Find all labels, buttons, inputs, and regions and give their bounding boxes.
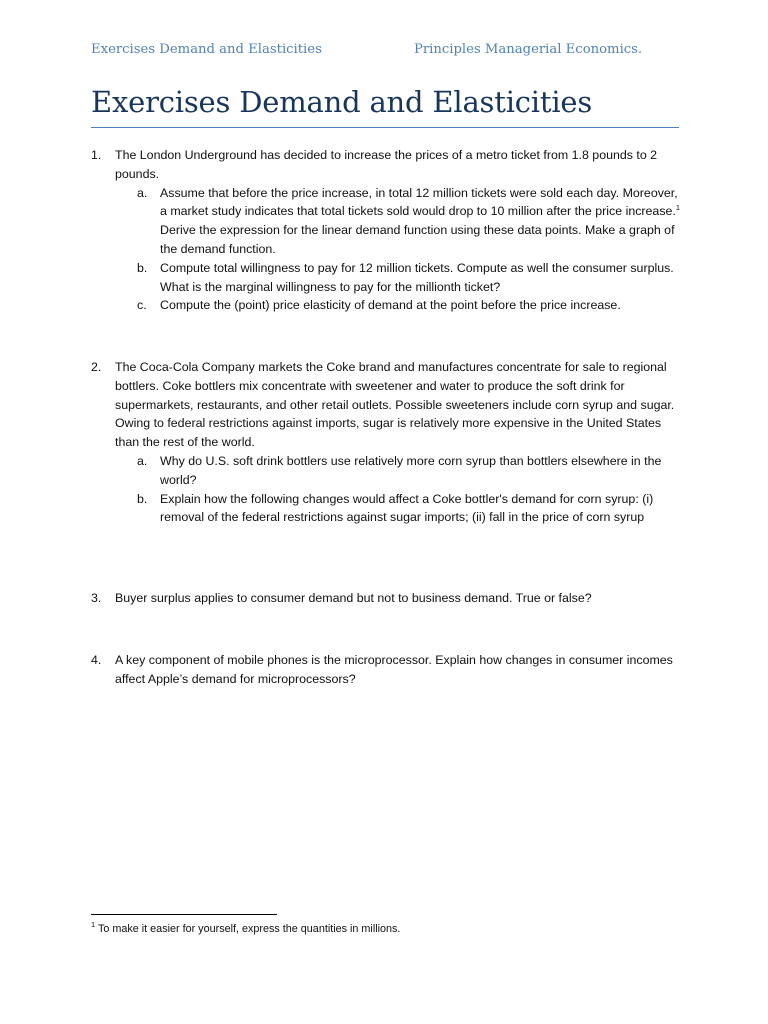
subquestion-letter: a. xyxy=(137,185,148,200)
subquestion-text: Compute total willingness to pay for 12 million tickets. Compute as well the consumer surplus. What is the marginal willingness to pay for the millionth ticket? xyxy=(160,260,674,294)
subquestion-text: Explain how the following changes would affect a Coke bottler's demand for corn syrup: (i) removal of the federal restrictions against sugar imports; (ii) fall in the price of corn syrup xyxy=(160,491,654,525)
subquestion-letter: a. xyxy=(137,453,148,468)
question-number: 2. xyxy=(91,360,102,374)
question-number: 4. xyxy=(91,653,102,667)
question-3 xyxy=(91,589,683,608)
subquestion-text-part: Derive the expression for the linear demand function using these data points. Make a graph of the demand function. xyxy=(160,223,675,256)
subquestion-1c xyxy=(137,296,683,315)
subquestion-1b xyxy=(137,259,683,297)
question-4 xyxy=(91,651,683,689)
subquestion-letter: b. xyxy=(137,491,148,506)
page-title: Exercises Demand and Elasticities xyxy=(91,85,593,119)
running-header xyxy=(91,42,678,62)
question-number: 3. xyxy=(91,591,102,605)
subquestion-2b xyxy=(137,490,683,528)
header-right: Principles Managerial Economics. xyxy=(414,42,643,57)
footnote xyxy=(91,921,400,937)
title-underline xyxy=(91,127,679,128)
question-1 xyxy=(91,146,683,315)
subquestion-text xyxy=(160,184,683,259)
question-text: A key component of mobile phones is the microprocessor. Explain how changes in consumer incomes affect Apple’s demand for microprocessors? xyxy=(115,653,673,686)
question-text: The London Underground has decided to increase the prices of a metro ticket from 1.8 pounds to 2 pounds. xyxy=(115,148,658,181)
subquestion-text: Why do U.S. soft drink bottlers use relatively more corn syrup than bottlers elsewhere in the world? xyxy=(160,453,662,487)
header-left: Exercises Demand and Elasticities xyxy=(91,42,322,57)
footnote-separator xyxy=(91,914,277,915)
footnote-mark: 1 xyxy=(91,920,96,929)
question-text: The Coca-Cola Company markets the Coke brand and manufactures concentrate for sale to regional bottlers. Coke bottlers mix concentrate with sweetener and water to produce the soft drink for supermarkets, restaurants, and other retail outlets. Possible sweeteners include corn syrup and sugar. Owing to federal restrictions against imports, sugar is relatively more expensive in the United States than the rest of the world. xyxy=(115,360,675,450)
subquestion-1a xyxy=(137,184,683,259)
question-text: Buyer surplus applies to consumer demand but not to business demand. True or false? xyxy=(115,591,592,605)
footnote-text: To make it easier for yourself, express the quantities in millions. xyxy=(95,923,401,935)
question-number: 1. xyxy=(91,148,102,162)
subquestion-text-part: Assume that before the price increase, in total 12 million tickets were sold each day. Moreover, a market study indicates that total tickets sold would drop to 10 million after the price increase. xyxy=(160,185,678,219)
subquestion-letter: b. xyxy=(137,260,148,275)
subquestion-letter: c. xyxy=(137,298,147,313)
subquestion-text: Compute the (point) price elasticity of demand at the point before the price increase. xyxy=(160,298,621,313)
subquestion-2a xyxy=(137,452,683,490)
question-2 xyxy=(91,358,683,527)
footnote-reference[interactable]: 1 xyxy=(675,203,681,213)
